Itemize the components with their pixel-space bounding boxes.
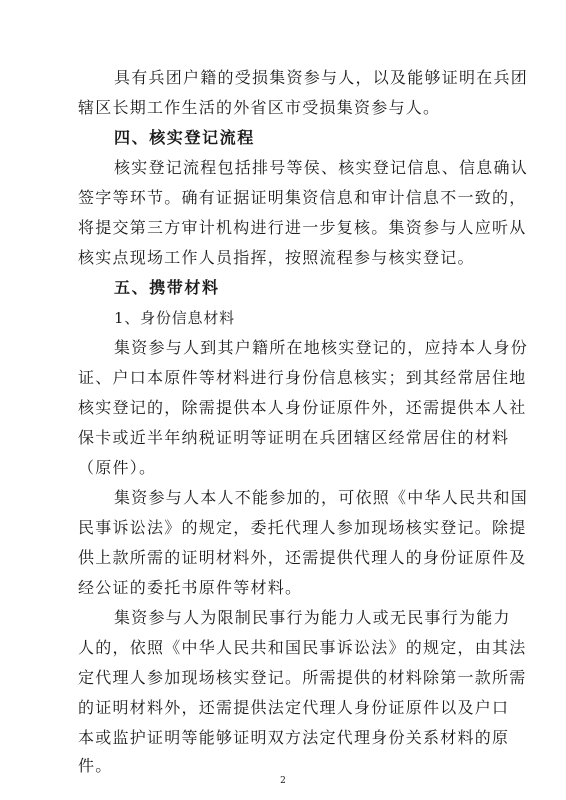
paragraph-line: 核实点现场工作人员指挥，按照流程参与核实登记。 bbox=[78, 248, 475, 267]
paragraph-line: 辖区长期工作生活的外省区市受损集资参与人。 bbox=[78, 98, 441, 117]
paragraph-line: 本或监护证明等能够证明双方法定代理身份关系材料的原 bbox=[78, 728, 510, 747]
paragraph-line: 具有兵团户籍的受损集资参与人，以及能够证明在兵团 bbox=[114, 68, 529, 87]
paragraph-line: 集资参与人到其户籍所在地核实登记的，应持本人身份 bbox=[114, 338, 529, 357]
paragraph-line: 保卡或近半年纳税证明等证明在兵团辖区经常居住的材料 bbox=[78, 428, 510, 447]
paragraph-line: 民事诉讼法》的规定，委托代理人参加现场核实登记。除提 bbox=[78, 518, 527, 537]
section-heading-4: 四、核实登记流程 bbox=[114, 128, 255, 147]
paragraph-line: 人的，依照《中华人民共和国民事诉讼法》的规定，由其法 bbox=[78, 638, 527, 657]
section-heading-5: 五、携带材料 bbox=[114, 278, 220, 297]
paragraph-line: 的证明材料外，还需提供法定代理人身份证原件以及户口 bbox=[78, 698, 510, 717]
paragraph-line: 集资参与人为限制民事行为能力人或无民事行为能力 bbox=[114, 608, 511, 627]
paragraph-line: 经公证的委托书原件等材料。 bbox=[78, 578, 303, 597]
paragraph-line: 供上款所需的证明材料外，还需提供代理人的身份证原件及 bbox=[78, 548, 527, 567]
paragraph-line: 核实登记流程包括排号等侯、核实登记信息、信息确认 bbox=[114, 158, 529, 177]
paragraph-line: 核实登记的，除需提供本人身份证原件外，还需提供本人社 bbox=[78, 398, 527, 417]
paragraph-line: （原件）。 bbox=[78, 458, 157, 477]
paragraph-line: 集资参与人本人不能参加的，可依照《中华人民共和国 bbox=[114, 488, 529, 507]
paragraph-line: 证、户口本原件等材料进行身份信息核实；到其经常居住地 bbox=[78, 368, 527, 387]
paragraph-line: 将提交第三方审计机构进行进一步复核。集资参与人应听从 bbox=[78, 218, 527, 237]
paragraph-line: 件。 bbox=[78, 756, 113, 775]
paragraph-line: 签字等环节。确有证据证明集资信息和审计信息不一致的， bbox=[78, 188, 527, 207]
subsection-heading: 1、身份信息材料 bbox=[114, 309, 235, 327]
page-number: 2 bbox=[280, 776, 286, 786]
paragraph-line: 定代理人参加现场核实登记。所需提供的材料除第一款所需 bbox=[78, 668, 527, 687]
